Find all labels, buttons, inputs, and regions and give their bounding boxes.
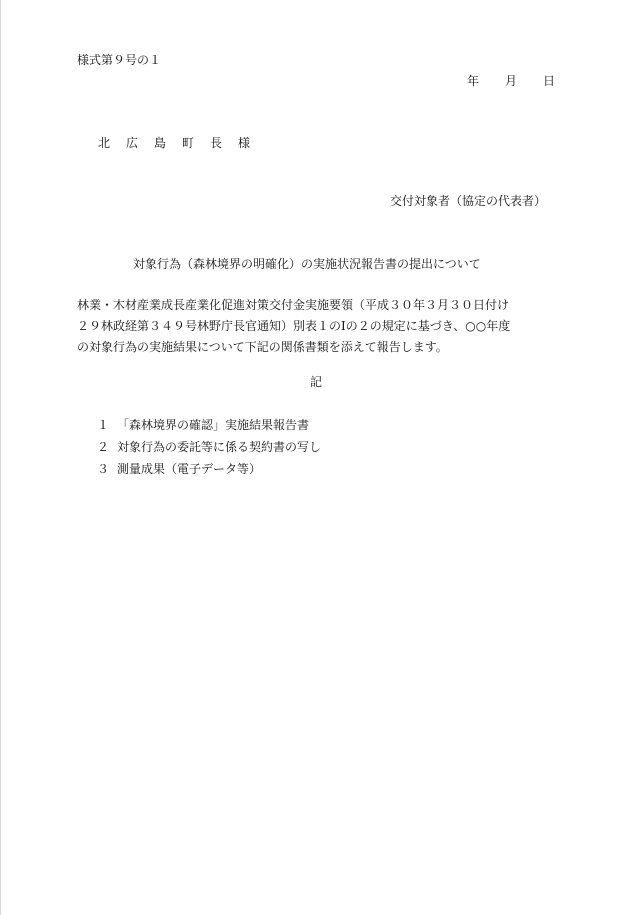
- body-line: 林業・木材産業成長産業化促進対策交付金実施要領（平成３０年３月３０日付け: [77, 298, 510, 312]
- attachment-number: １: [97, 418, 110, 432]
- attachment-text: 測量成果（電子データ等）: [117, 462, 262, 476]
- attachment-number: ３: [97, 462, 110, 476]
- body-paragraph: [77, 295, 557, 358]
- attachment-text: 対象行為の委託等に係る契約書の写し: [117, 440, 322, 454]
- reporter-label: 交付対象者（協定の代表者）: [390, 194, 547, 208]
- attachment-item: [97, 439, 321, 461]
- addressee-char: 広: [126, 136, 139, 150]
- body-line: ２９林政経第３４９号林野庁長官通知）別表１のⅠの２の規定に基づき、○○年度: [77, 319, 511, 333]
- addressee-char: 様: [238, 136, 251, 150]
- addressee-char: 島: [154, 136, 167, 150]
- addressee-char: 北: [98, 136, 111, 150]
- attachment-text: 「森林境界の確認」実施結果報告書: [117, 418, 310, 432]
- addressee: [98, 135, 266, 151]
- attachment-item: [97, 417, 321, 439]
- attachment-item: [97, 461, 321, 483]
- addressee-char: 長: [210, 136, 223, 150]
- ki-heading: 記: [310, 375, 323, 389]
- attachment-number: ２: [97, 440, 110, 454]
- form-number: 様式第９号の１: [77, 53, 162, 67]
- body-line: の対象行為の実施結果について下記の関係書類を添えて報告します。: [77, 340, 448, 354]
- attachment-list: [97, 417, 321, 483]
- year-label: 年: [467, 74, 480, 88]
- document-title: 対象行為（森林境界の明確化）の実施状況報告書の提出について: [133, 257, 481, 271]
- day-label: 日: [543, 74, 556, 88]
- date-line: [467, 73, 555, 89]
- addressee-char: 町: [182, 136, 195, 150]
- month-label: 月: [505, 74, 518, 88]
